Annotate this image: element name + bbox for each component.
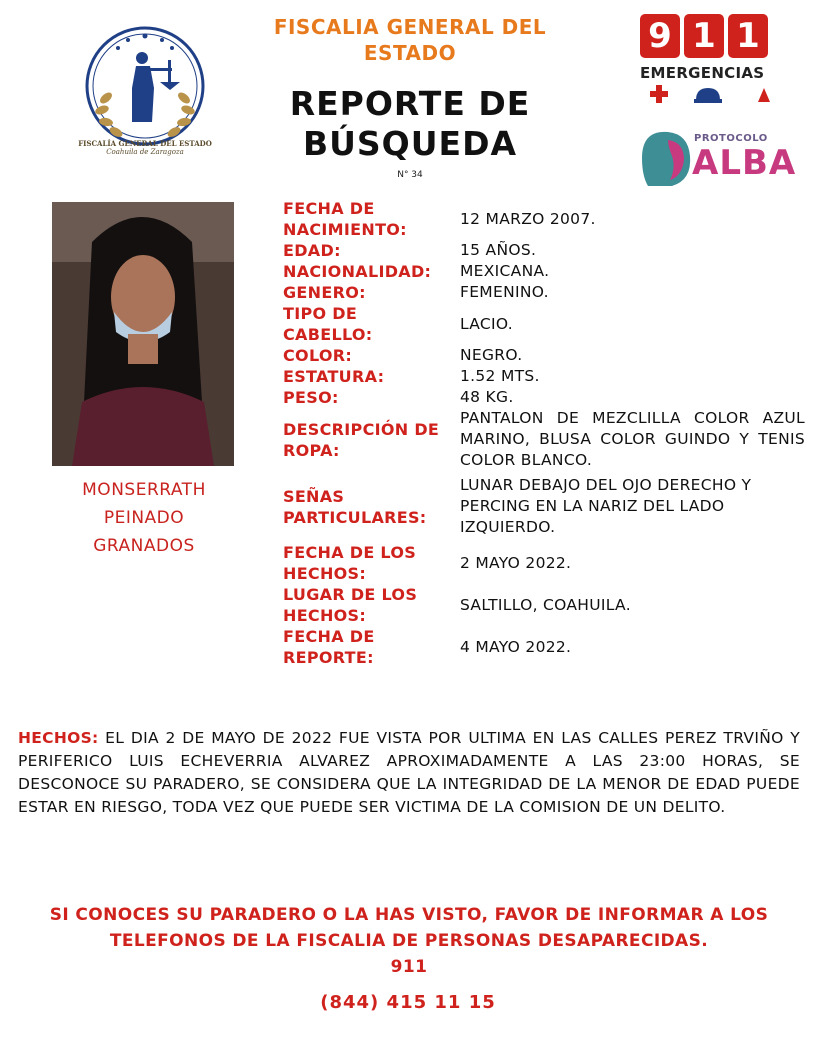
field-value: 2 MAYO 2022. bbox=[460, 553, 572, 572]
field-value: LUNAR DEBAJO DEL OJO DERECHO Y PERCING EN LA NARIZ DEL LADO IZQUIERDO. bbox=[460, 476, 752, 536]
field-row bbox=[283, 475, 808, 538]
field-label: PESO: bbox=[283, 388, 339, 407]
field-value: LACIO. bbox=[460, 314, 514, 333]
field-label: FECHA DE REPORTE: bbox=[283, 627, 375, 667]
field-label: FECHA DE LOS HECHOS: bbox=[283, 543, 417, 583]
field-row bbox=[283, 387, 808, 408]
field-row bbox=[283, 584, 808, 626]
report-title: REPORTE DE BÚSQUEDA bbox=[289, 84, 531, 163]
hechos-paragraph bbox=[18, 727, 800, 819]
report-number: N° 34 bbox=[397, 170, 423, 180]
field-label: EDAD: bbox=[283, 241, 341, 260]
field-value: 48 KG. bbox=[460, 388, 514, 406]
field-label: DESCRIPCIÓN DE ROPA: bbox=[283, 419, 440, 460]
emergency-label: EMERGENCIAS bbox=[640, 64, 765, 82]
hechos-text: EL DIA 2 DE MAYO DE 2022 FUE VISTA POR ULTIMA EN LAS CALLES PEREZ TRVIÑO Y PERIFERICO LUIS ECHEVERRIA ALVAREZ APROXIMADAMENTE A LAS 23:00 HORAS, SE DESCONOCE SU PARADERO, SE CONSIDERA QUE LA INTEGRIDAD DE LA MENOR DE EDAD PUEDE ESTAR EN RIESGO, TODA VEZ QUE PUEDE SER VICTIMA DE LA COMISION DE UN DELITO. bbox=[18, 729, 800, 816]
field-label: LUGAR DE LOS HECHOS: bbox=[283, 585, 418, 625]
seal-subtitle: Coahuila de Zaragoza bbox=[106, 148, 184, 156]
protocol-label: PROTOCOLO bbox=[694, 133, 768, 144]
agency-title: FISCALIA GENERAL DEL ESTADO bbox=[273, 15, 547, 65]
field-row bbox=[283, 626, 808, 668]
appeal-text: SI CONOCES SU PARADERO O LA HAS VISTO, FAVOR DE INFORMAR A LOS TELEFONOS DE LA FISCALIA DE PERSONAS DESAPARECIDAS. bbox=[49, 905, 769, 951]
field-row bbox=[283, 542, 808, 584]
digit-1b: 1 bbox=[728, 14, 768, 58]
field-value: 4 MAYO 2022. bbox=[460, 637, 572, 656]
hechos-label: HECHOS: bbox=[18, 729, 99, 747]
seal-name: FISCALÍA GENERAL DEL ESTADO bbox=[78, 139, 212, 148]
field-row bbox=[283, 282, 808, 303]
field-row bbox=[283, 408, 808, 471]
field-row bbox=[283, 261, 808, 282]
person-name bbox=[30, 476, 258, 560]
protocol-name: ALBA bbox=[692, 143, 797, 183]
field-row bbox=[283, 366, 808, 387]
field-label: ESTATURA: bbox=[283, 367, 385, 386]
digit-1a: 1 bbox=[684, 14, 724, 58]
field-row bbox=[283, 240, 808, 261]
field-value: NEGRO. bbox=[460, 346, 523, 364]
field-value: SALTILLO, COAHUILA. bbox=[460, 595, 631, 614]
field-value: MEXICANA. bbox=[460, 262, 550, 280]
field-value: 15 AÑOS. bbox=[460, 241, 537, 259]
field-value: 1.52 MTS. bbox=[460, 367, 540, 385]
field-label: TIPO DE CABELLO: bbox=[283, 304, 373, 344]
person-details bbox=[283, 198, 808, 668]
appeal-number: 911 bbox=[390, 957, 428, 977]
emergency-services-icon bbox=[640, 82, 776, 108]
missing-person-photo bbox=[52, 202, 234, 466]
field-label: GENERO: bbox=[283, 283, 366, 302]
field-row bbox=[283, 303, 808, 345]
field-value: FEMENINO. bbox=[460, 283, 549, 301]
field-label: NACIONALIDAD: bbox=[283, 262, 432, 281]
field-label: SEÑAS PARTICULARES: bbox=[283, 486, 427, 527]
field-label: FECHA DE NACIMIENTO: bbox=[283, 199, 407, 239]
person-name-line1: MONSERRATH bbox=[82, 480, 206, 500]
emergency-digits bbox=[640, 14, 780, 58]
field-row bbox=[283, 198, 808, 240]
seal-caption bbox=[56, 140, 234, 156]
field-value: 12 MARZO 2007. bbox=[460, 209, 596, 228]
person-name-line3: GRANADOS bbox=[93, 536, 195, 556]
person-name-line2: PEINADO bbox=[103, 508, 185, 528]
person-photo-icon bbox=[52, 202, 234, 466]
emergency-911-logo bbox=[640, 14, 780, 114]
field-value: PANTALON DE MEZCLILLA COLOR AZUL MARINO, BLUSA COLOR GUINDO Y TENIS COLOR BLANCO. bbox=[460, 409, 805, 469]
digit-9: 9 bbox=[640, 14, 680, 58]
appeal-message bbox=[18, 902, 800, 980]
contact-phone: (844) 415 11 15 bbox=[320, 992, 496, 1013]
field-row bbox=[283, 345, 808, 366]
field-label: COLOR: bbox=[283, 346, 353, 365]
